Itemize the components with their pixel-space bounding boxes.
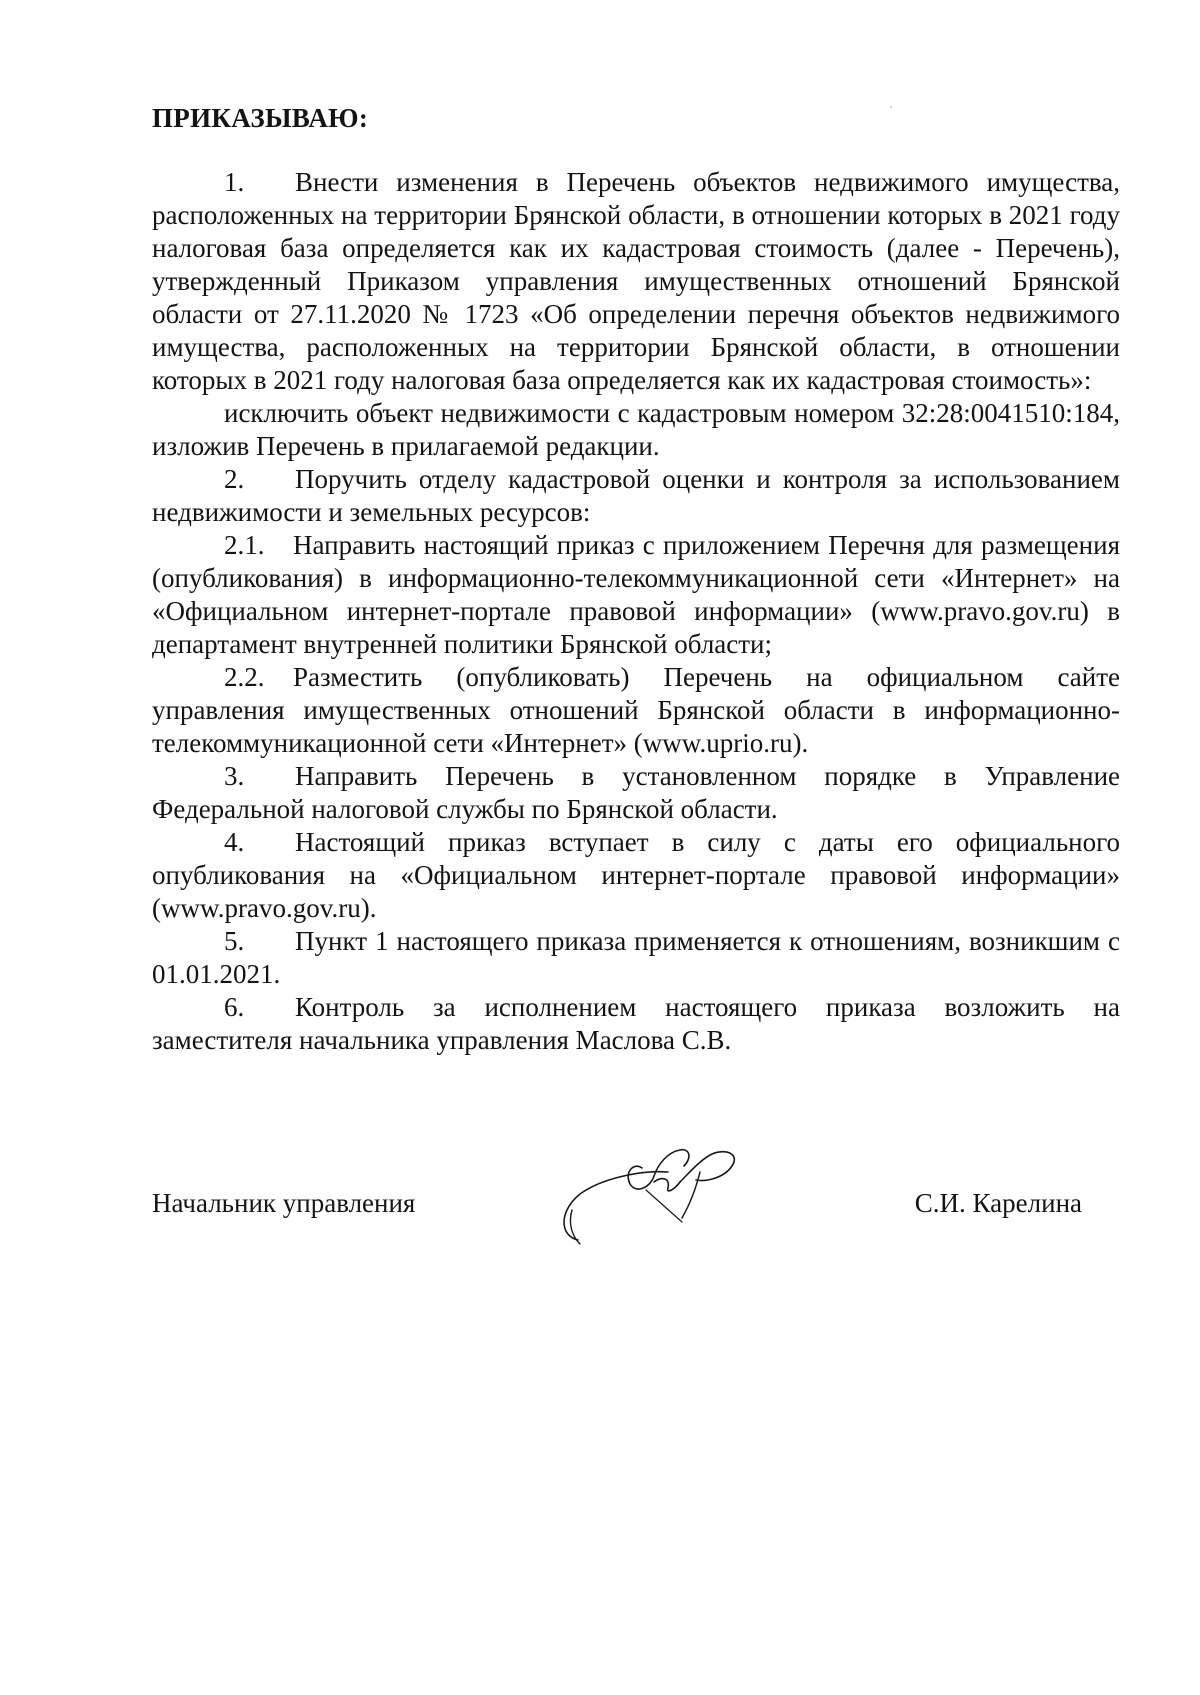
paragraph-text: исключить объект недвижимости с кадастровым номером 32:28:0041510:184, изложив Перечень в прилагаемой редакции.	[152, 398, 1120, 461]
paragraph-text: Направить настоящий приказ с приложением Перечня для размещения (опубликования) в информационно-телекоммуникационной сети «Интернет» на «Официальном интернет-портале правовой информации» (www.pravo.gov.ru) в департамент внутренней политики Брянской области;	[152, 530, 1120, 659]
paragraph-number: 5.	[224, 926, 245, 956]
signatory-name: С.И. Карелина	[914, 1188, 1082, 1218]
order-heading: ПРИКАЗЫВАЮ:	[152, 103, 369, 133]
paragraph-text: Внести изменения в Перечень объектов недвижимого имущества, расположенных на территории Брянской области, в отношении которых в 2021 году налоговая база определяется как их кадастровая стоимость (далее - Перечень), утвержденный Приказом управления имущественных отношений Брянской области от 27.11.2020 № 1723 «Об определении перечня объектов недвижимого имущества, расположенных на территории Брянской области, в отношении которых в 2021 году налоговая база определяется как их кадастровая стоимость»:	[152, 167, 1120, 395]
handwritten-signature	[550, 1132, 750, 1252]
paragraph-number: 1.	[224, 167, 245, 197]
paragraph-text: Поручить отделу кадастровой оценки и контроля за использованием недвижимости и земельных ресурсов:	[152, 464, 1120, 527]
paragraph-number: 3.	[224, 761, 245, 791]
paragraph-6	[152, 991, 1120, 1057]
paragraph-number: 2.	[224, 464, 245, 494]
paragraph-1-item	[152, 397, 1120, 463]
paragraph-number: 2.2.	[224, 662, 265, 692]
paragraph-number: 4.	[224, 827, 245, 857]
signatory-title: Начальник управления	[152, 1188, 416, 1218]
paragraph-text: Пункт 1 настоящего приказа применяется к отношениям, возникшим с 01.01.2021.	[152, 926, 1120, 989]
paragraph-2-1	[152, 529, 1120, 661]
paragraph-2	[152, 463, 1120, 529]
paragraph-text: Разместить (опубликовать) Перечень на официальном сайте управления имущественных отношений Брянской области в информационно-телекоммуникационной сети «Интернет» (www.uprio.ru).	[152, 662, 1120, 758]
paragraph-3	[152, 760, 1120, 826]
paragraph-number: 6.	[224, 992, 245, 1022]
scan-speck	[890, 106, 892, 108]
signature-block	[152, 1187, 1120, 1307]
paragraph-1	[152, 166, 1120, 397]
paragraph-text: Направить Перечень в установленном порядке в Управление Федеральной налоговой службы по Брянской области.	[152, 761, 1120, 824]
paragraph-4	[152, 826, 1120, 925]
paragraph-number: 2.1.	[224, 530, 265, 560]
paragraph-5	[152, 925, 1120, 991]
paragraph-text: Настоящий приказ вступает в силу с даты его официального опубликования на «Официальном интернет-портале правовой информации» (www.pravo.gov.ru).	[152, 827, 1120, 923]
paragraph-2-2	[152, 661, 1120, 760]
paragraph-text: Контроль за исполнением настоящего приказа возложить на заместителя начальника управления Маслова С.В.	[152, 992, 1120, 1055]
order-body	[152, 166, 1120, 1057]
